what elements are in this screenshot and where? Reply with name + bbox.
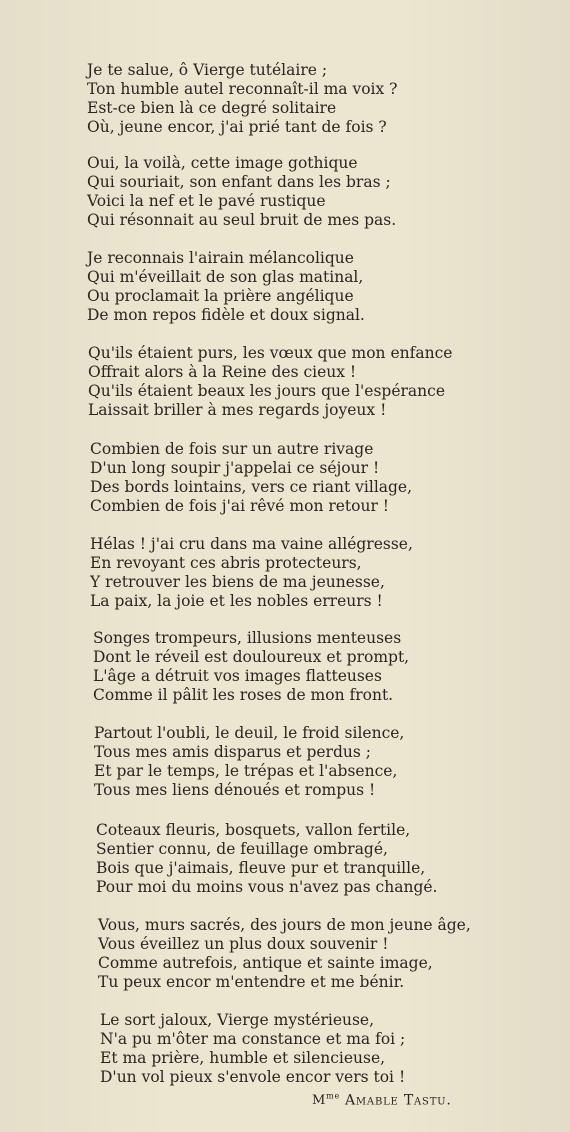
verse-line: Qu'ils étaient purs, les vœux que mon enfance [88,344,453,362]
verse-line: Offrait alors à la Reine des cieux ! [88,363,357,381]
verse-line: Voici la nef et le pavé rustique [87,192,326,210]
verse-line: Ou proclamait la prière angélique [87,287,354,305]
verse-line: Je reconnais l'airain mélancolique [87,249,354,267]
stanza-9 [96,821,437,897]
verse-line: Des bords lointains, vers ce riant village, [90,478,413,496]
verse-line: Comme autrefois, antique et sainte image, [98,954,433,972]
verse-line: Qui m'éveillait de son glas matinal, [87,268,364,286]
verse-line: N'a pu m'ôter ma constance et ma foi ; [100,1030,406,1048]
verse-line: Songes trompeurs, illusions menteuses [93,629,402,647]
author-signature [312,1087,452,1110]
verse-line: Partout l'oubli, le deuil, le froid silence, [94,724,405,742]
verse-line: Et par le temps, le trépas et l'absence, [94,762,398,780]
verse-line: Oui, la voilà, cette image gothique [87,154,358,172]
verse-line: Y retrouver les biens de ma jeunesse, [90,573,385,591]
verse-line: En revoyant ces abris protecteurs, [90,554,362,572]
stanza-6 [90,535,413,611]
stanza-11 [100,1011,405,1087]
verse-line: Qu'ils étaient beaux les jours que l'espérance [88,382,445,400]
verse-line: Et ma prière, humble et silencieuse, [100,1049,386,1067]
stanza-1 [87,61,397,137]
verse-line: La paix, la joie et les nobles erreurs ! [90,592,383,610]
author-title [312,1093,340,1108]
verse-line: Qui souriait, son enfant dans les bras ; [87,173,391,191]
verse-line: L'âge a détruit vos images flatteuses [93,667,382,685]
verse-line: Sentier connu, de feuillage ombragé, [96,840,388,858]
verse-line: Le sort jaloux, Vierge mystérieuse, [100,1011,375,1029]
verse-line: Qui résonnait au seul bruit de mes pas. [87,211,397,229]
verse-line: Où, jeune encor, j'ai prié tant de fois ? [87,118,387,136]
verse-line: Vous, murs sacrés, des jours de mon jeune âge, [98,916,471,934]
verse-line: Tous mes amis disparus et perdus ; [94,743,371,761]
verse-line: Coteaux fleuris, bosquets, vallon fertile, [96,821,411,839]
stanza-8 [94,724,404,800]
stanza-5 [90,440,412,516]
stanza-3 [87,249,365,325]
verse-line: Est-ce bien là ce degré solitaire [87,99,337,117]
stanza-7 [93,629,409,705]
verse-line: Combien de fois j'ai rêvé mon retour ! [90,497,390,515]
verse-line: Combien de fois sur un autre rivage [90,440,374,458]
verse-line: Tu peux encor m'entendre et me bénir. [98,973,405,991]
verse-line: D'un long soupir j'appelai ce séjour ! [90,459,380,477]
verse-line: Bois que j'aimais, fleuve pur et tranquille, [96,859,426,877]
verse-line: Pour moi du moins vous n'avez pas changé. [96,878,438,896]
author-name: Amable Tastu. [344,1092,452,1109]
stanza-10 [98,916,471,992]
stanza-4 [88,344,452,420]
verse-line: Je te salue, ô Vierge tutélaire ; [87,61,328,79]
stanza-2 [87,154,396,230]
verse-line: De mon repos fidèle et doux signal. [87,306,365,324]
verse-line: Comme il pâlit les roses de mon front. [93,686,394,704]
verse-line: Dont le réveil est douloureux et prompt, [93,648,410,666]
verse-line: Tous mes liens dénoués et rompus ! [94,781,376,799]
verse-line: Vous éveillez un plus doux souvenir ! [98,935,389,953]
author-title-letter: M [312,1093,327,1109]
verse-line: Laissait briller à mes regards joyeux ! [88,401,387,419]
verse-line: D'un vol pieux s'envole encor vers toi ! [100,1068,406,1086]
verse-line: Ton humble autel reconnaît-il ma voix ? [87,80,398,98]
author-title-superscript: me [326,1092,341,1101]
verse-line: Hélas ! j'ai cru dans ma vaine allégresse, [90,535,413,553]
